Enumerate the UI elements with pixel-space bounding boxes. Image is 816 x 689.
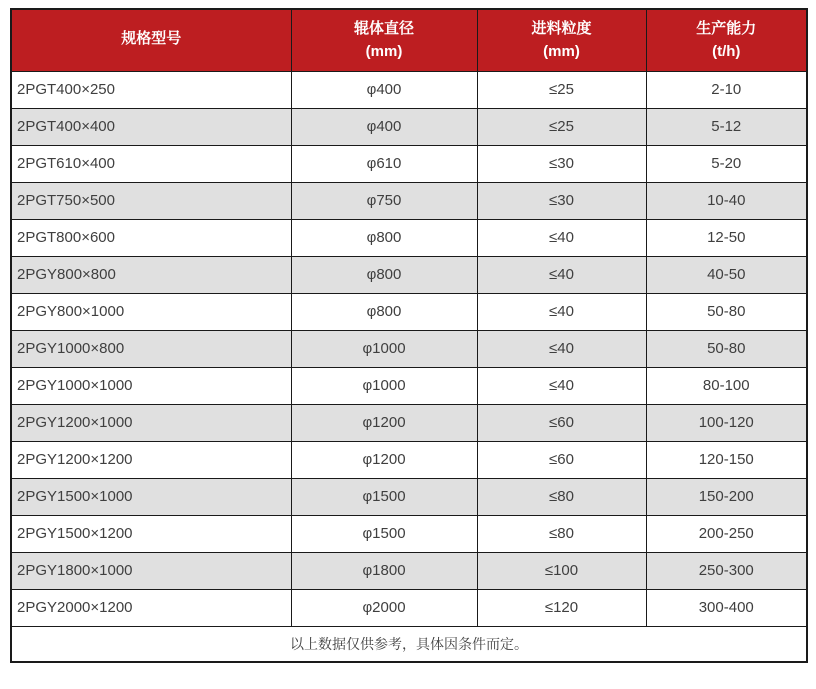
cell-model: 2PGT400×250 [11, 71, 291, 108]
cell-feed-size: ≤40 [477, 219, 646, 256]
cell-feed-size: ≤40 [477, 330, 646, 367]
cell-model: 2PGY1500×1000 [11, 478, 291, 515]
table-row [11, 552, 807, 589]
table-row [11, 71, 807, 108]
table-row [11, 182, 807, 219]
cell-feed-size: ≤25 [477, 108, 646, 145]
cell-model: 2PGY800×800 [11, 256, 291, 293]
cell-feed-size: ≤40 [477, 256, 646, 293]
cell-roller-diameter: φ610 [291, 145, 477, 182]
cell-feed-size: ≤40 [477, 367, 646, 404]
cell-roller-diameter: φ1500 [291, 515, 477, 552]
table-row [11, 404, 807, 441]
cell-roller-diameter: φ1800 [291, 552, 477, 589]
cell-capacity: 12-50 [646, 219, 807, 256]
cell-roller-diameter: φ400 [291, 71, 477, 108]
cell-feed-size: ≤100 [477, 552, 646, 589]
cell-model: 2PGY1000×800 [11, 330, 291, 367]
cell-roller-diameter: φ1000 [291, 330, 477, 367]
cell-feed-size: ≤30 [477, 182, 646, 219]
cell-feed-size: ≤80 [477, 515, 646, 552]
cell-roller-diameter: φ750 [291, 182, 477, 219]
cell-capacity: 300-400 [646, 589, 807, 626]
table-row [11, 330, 807, 367]
table-row [11, 293, 807, 330]
cell-roller-diameter: φ800 [291, 256, 477, 293]
cell-model: 2PGT400×400 [11, 108, 291, 145]
footer-note: 以上数据仅供参考，具体因条件而定。 [11, 626, 807, 662]
table-row [11, 515, 807, 552]
table-row [11, 589, 807, 626]
table-row [11, 256, 807, 293]
cell-feed-size: ≤60 [477, 441, 646, 478]
column-header-capacity [646, 9, 807, 71]
cell-model: 2PGT750×500 [11, 182, 291, 219]
spec-table [10, 8, 808, 663]
cell-roller-diameter: φ1200 [291, 441, 477, 478]
cell-capacity: 120-150 [646, 441, 807, 478]
column-unit: (mm) [543, 43, 580, 61]
cell-roller-diameter: φ800 [291, 219, 477, 256]
cell-roller-diameter: φ2000 [291, 589, 477, 626]
cell-capacity: 5-20 [646, 145, 807, 182]
cell-roller-diameter: φ1200 [291, 404, 477, 441]
cell-feed-size: ≤40 [477, 293, 646, 330]
column-header-feed-size [477, 9, 646, 71]
cell-model: 2PGT610×400 [11, 145, 291, 182]
table-footer [11, 626, 807, 662]
cell-roller-diameter: φ1500 [291, 478, 477, 515]
table-row [11, 219, 807, 256]
cell-capacity: 200-250 [646, 515, 807, 552]
cell-model: 2PGY1000×1000 [11, 367, 291, 404]
header-row [11, 9, 807, 71]
cell-model: 2PGY2000×1200 [11, 589, 291, 626]
footer-row [11, 626, 807, 662]
cell-feed-size: ≤120 [477, 589, 646, 626]
cell-model: 2PGY1200×1000 [11, 404, 291, 441]
cell-model: 2PGY800×1000 [11, 293, 291, 330]
table-row [11, 441, 807, 478]
cell-model: 2PGT800×600 [11, 219, 291, 256]
cell-capacity: 100-120 [646, 404, 807, 441]
cell-feed-size: ≤60 [477, 404, 646, 441]
cell-feed-size: ≤80 [477, 478, 646, 515]
cell-model: 2PGY1200×1200 [11, 441, 291, 478]
cell-model: 2PGY1500×1200 [11, 515, 291, 552]
cell-capacity: 80-100 [646, 367, 807, 404]
cell-roller-diameter: φ800 [291, 293, 477, 330]
column-header-roller-diameter [291, 9, 477, 71]
column-title: 进料粒度 [531, 20, 592, 38]
cell-capacity: 150-200 [646, 478, 807, 515]
column-title: 辊体直径 [353, 20, 414, 38]
cell-feed-size: ≤30 [477, 145, 646, 182]
cell-model: 2PGY1800×1000 [11, 552, 291, 589]
table-row [11, 478, 807, 515]
column-unit: (t/h) [712, 43, 741, 61]
cell-roller-diameter: φ400 [291, 108, 477, 145]
column-title: 生产能力 [696, 20, 757, 38]
cell-capacity: 40-50 [646, 256, 807, 293]
table-body [11, 71, 807, 626]
cell-capacity: 50-80 [646, 293, 807, 330]
cell-capacity: 2-10 [646, 71, 807, 108]
table-row [11, 145, 807, 182]
cell-capacity: 250-300 [646, 552, 807, 589]
table-header [11, 9, 807, 71]
cell-feed-size: ≤25 [477, 71, 646, 108]
cell-capacity: 5-12 [646, 108, 807, 145]
column-header-model [11, 9, 291, 71]
column-title: 规格型号 [121, 30, 182, 48]
cell-capacity: 10-40 [646, 182, 807, 219]
cell-capacity: 50-80 [646, 330, 807, 367]
cell-roller-diameter: φ1000 [291, 367, 477, 404]
column-unit: (mm) [365, 43, 403, 61]
table-row [11, 108, 807, 145]
table-row [11, 367, 807, 404]
